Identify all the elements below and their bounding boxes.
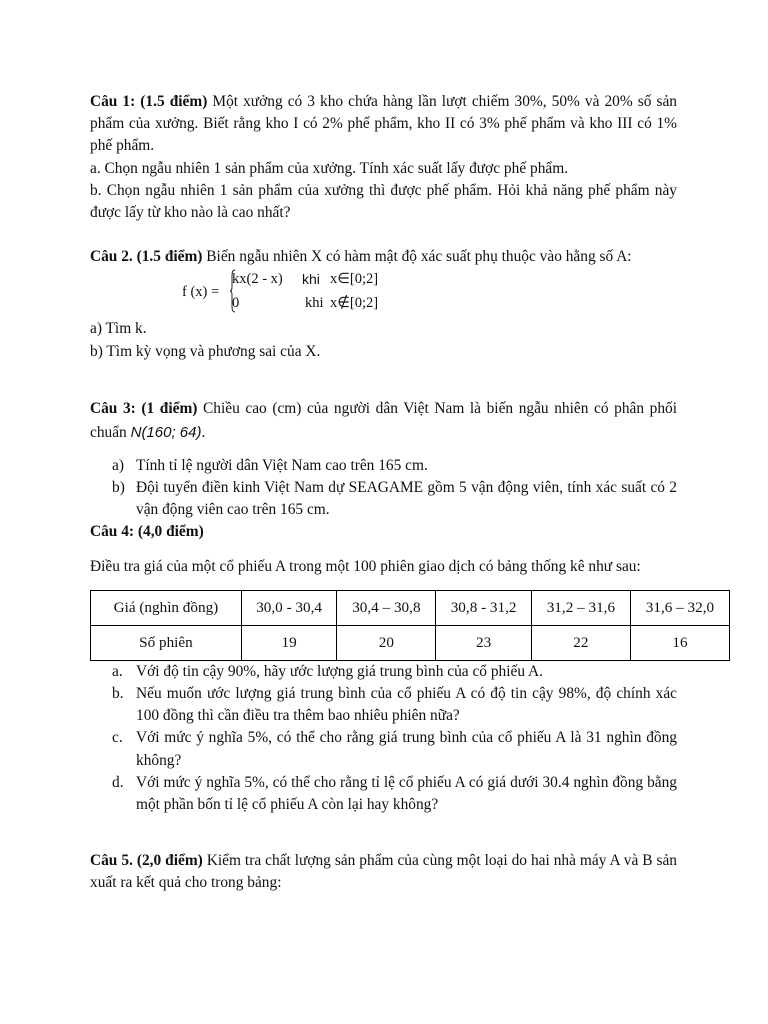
question-2-part-a: a) Tìm k.	[90, 320, 147, 338]
item-text: Tính tỉ lệ người dân Việt Nam cao trên 165 cm.	[136, 456, 428, 474]
item-text: Nếu muốn ước lượng giá trung bình của cổ phiếu A có độ tin cậy 98%, độ chính xác 100 đồng thì cần điều tra thêm bao nhiêu phiên nữa?	[136, 685, 677, 725]
question-1-part-b: b. Chọn ngẫu nhiên 1 sản phẩm của xưởng thì được phế phẩm. Hỏi khả năng phế phẩm này được lấy từ kho nào là cao nhất?	[90, 181, 677, 222]
question-3-text	[90, 397, 677, 445]
question-4-heading: Câu 4: (4,0 điểm)	[90, 523, 204, 541]
formula-case-2-condition: x∉[0;2]	[330, 295, 379, 312]
table-cell: Số phiên	[91, 625, 242, 660]
formula-case-2-expr: 0	[232, 295, 240, 312]
formula-lhs: f (x) =	[182, 284, 220, 301]
formula-case-1-expr: kx(2 - x)	[232, 271, 283, 288]
item-marker: b)	[112, 479, 125, 497]
item-marker: d.	[112, 773, 124, 791]
table-cell: 23	[436, 625, 531, 660]
question-5-heading: Câu 5. (2,0 điểm)	[90, 852, 203, 870]
question-4-item	[90, 683, 677, 727]
item-text: Với độ tin cậy 90%, hãy ước lượng giá trung bình của cổ phiếu A.	[136, 662, 543, 680]
question-3-item	[90, 455, 677, 477]
table-cell: Giá (nghìn đồng)	[91, 590, 242, 625]
question-5-body: Kiểm tra chất lượng sản phẩm của cùng một loại do hai nhà máy A và B sản xuất ra kết quả cho trong bảng:	[90, 852, 678, 892]
table-cell: 31,2 – 31,6	[531, 590, 630, 625]
normal-distribution: N(160; 64)	[130, 423, 202, 441]
question-1-text	[90, 91, 677, 158]
question-3-tail: .	[201, 423, 206, 441]
question-2-body: Biến ngẫu nhiên X có hàm mật độ xác suất phụ thuộc vào hằng số A:	[202, 248, 632, 266]
question-4-intro: Điều tra giá của một cổ phiếu A trong một 100 phiên giao dịch có bảng thống kê như sau:	[90, 557, 641, 575]
density-formula	[90, 268, 677, 318]
question-3-list	[90, 455, 677, 522]
question-4-item	[90, 727, 677, 771]
table-row	[91, 590, 730, 625]
question-4-heading-line	[90, 521, 677, 543]
table-cell: 30,8 - 31,2	[436, 590, 531, 625]
item-text: Với mức ý nghĩa 5%, có thể cho rằng tỉ lệ cổ phiếu A có giá dưới 30.4 nghìn đồng bằng một phần bốn tỉ lệ cổ phiếu A còn lại hay không?	[136, 773, 677, 814]
question-5-text	[90, 850, 677, 894]
question-2-text	[90, 246, 677, 268]
question-3-item	[90, 477, 677, 521]
question-3-heading: Câu 3: (1 điểm)	[90, 399, 198, 417]
item-marker: a)	[112, 456, 124, 474]
exam-document	[90, 91, 715, 895]
question-4-list	[90, 661, 677, 816]
price-table-wrapper	[90, 590, 715, 661]
question-4-item	[90, 661, 677, 683]
table-cell: 22	[531, 625, 630, 660]
table-cell: 16	[630, 625, 729, 660]
table-cell: 20	[337, 625, 436, 660]
item-marker: a.	[112, 662, 123, 680]
item-text: Với mức ý nghĩa 5%, có thể cho rằng giá trung bình của cổ phiếu A là 31 nghìn đồng không?	[136, 729, 677, 769]
table-cell: 19	[241, 625, 336, 660]
question-1-heading: Câu 1: (1.5 điểm)	[90, 93, 208, 110]
formula-case-1-condition: x∈[0;2]	[330, 271, 379, 288]
table-cell: 30,4 – 30,8	[337, 590, 436, 625]
question-1-part-a: a. Chọn ngẫu nhiên 1 sản phẩm của xưởng. Tính xác suất lấy được phế phẩm.	[90, 159, 569, 177]
question-4-item	[90, 772, 677, 816]
item-marker: b.	[112, 685, 124, 703]
question-2-heading: Câu 2. (1.5 điểm)	[90, 248, 203, 266]
question-2-part-b: b) Tìm kỳ vọng và phương sai của X.	[90, 342, 321, 360]
table-row	[91, 625, 730, 660]
question-3-body: Chiều cao (cm) của người dân Việt Nam là biến ngẫu nhiên có phân phối chuẩn	[90, 399, 677, 441]
item-marker: c.	[112, 729, 123, 747]
question-1-body: Một xưởng có 3 kho chứa hàng lần lượt chiếm 30%, 50% và 20% số sản phẩm của xưởng. Biết rằng kho I có 2% phế phẩm, kho II có 3% phế phẩm và kho III có 1% phế phẩm.	[90, 93, 677, 155]
price-table	[90, 590, 730, 661]
table-cell: 30,0 - 30,4	[241, 590, 336, 625]
formula-case-2-word: khi	[305, 295, 324, 312]
item-text: Đội tuyển điền kinh Việt Nam dự SEAGAME gồm 5 vận động viên, tính xác suất có 2 vận động viên cao trên 165 cm.	[136, 479, 677, 519]
table-cell: 31,6 – 32,0	[630, 590, 729, 625]
formula-case-1-word: khi	[302, 271, 320, 288]
